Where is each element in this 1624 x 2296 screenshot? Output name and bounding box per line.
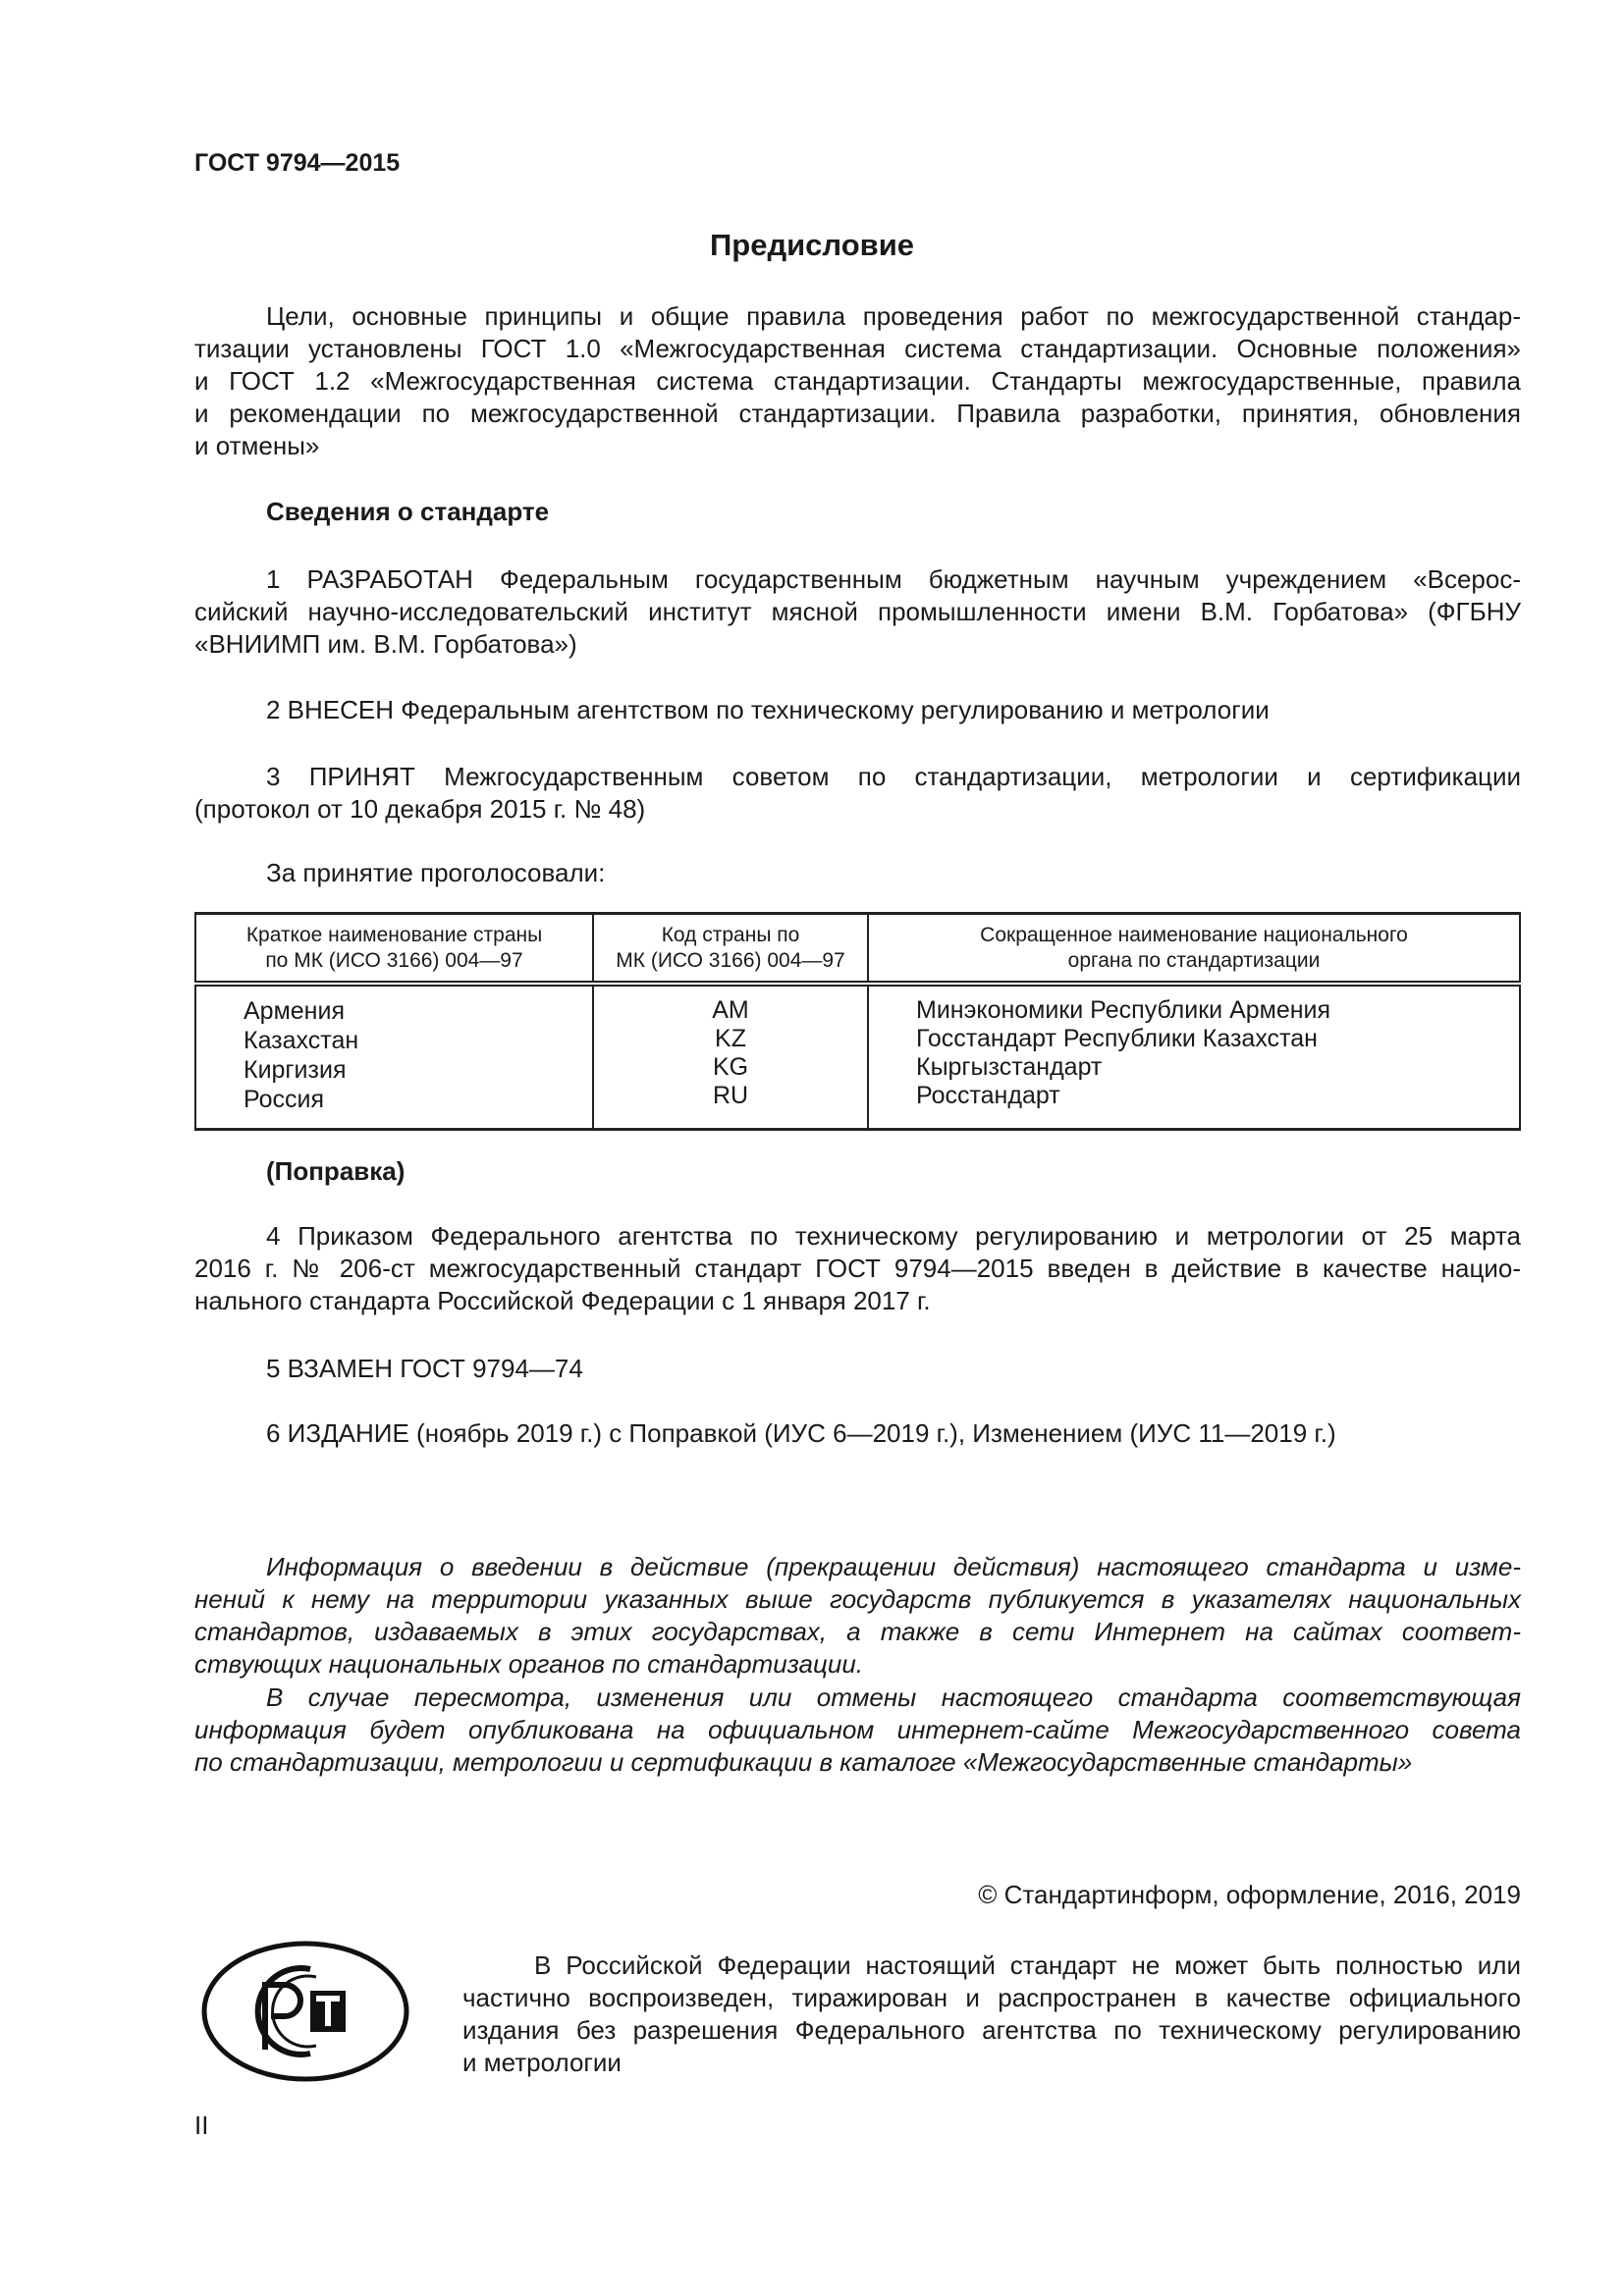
item-6-edition (194, 1417, 1521, 1450)
item-3-adopted (194, 761, 1521, 826)
rst-logo-icon (200, 1940, 410, 2083)
header-line: Код страны по (661, 923, 800, 946)
copyright: © Стандартинформ, оформление, 2016, 2019 (978, 1880, 1521, 1909)
header-line: Сокращенное наименование национального (980, 923, 1408, 946)
country-code: AM (712, 996, 749, 1024)
amendment-label: (Поправка) (266, 1156, 406, 1186)
text-line: 2 ВНЕСЕН Федеральным агентством по техническому регулированию и метрологии (266, 695, 1270, 724)
text-line: тизации установлены ГОСТ 1.0 «Межгосударственная система стандартизации. Основные положения» (194, 334, 1521, 363)
header-country-code (593, 914, 868, 985)
standards-body: Росстандарт (916, 1082, 1060, 1109)
text-line: по стандартизации, метрологии и сертификации в каталоге «Межгосударственные стандарты» (194, 1747, 1413, 1777)
document-id: ГОСТ 9794—2015 (194, 149, 401, 177)
country-code: KZ (715, 1025, 746, 1052)
standards-body: Госстандарт Республики Казахстан (916, 1025, 1318, 1052)
header-line: МК (ИСО 3166) 004—97 (616, 948, 845, 972)
text-line: 5 ВЗАМЕН ГОСТ 9794—74 (266, 1354, 583, 1383)
notice-paragraph-1 (194, 1551, 1521, 1681)
text-line: 1 РАЗРАБОТАН Федеральным государственным бюджетным научным учреждением «Всерос- (266, 564, 1521, 594)
voted-label: За принятие проголосовали: (266, 858, 606, 887)
header-standards-body (868, 914, 1520, 985)
text-line: нений к нему на территории указанных выше государств публикуется в указателях национальных (194, 1584, 1521, 1614)
standards-bodies-cell (868, 984, 1520, 1130)
text-line: и рекомендации по межгосударственной стандартизации. Правила разработки, принятия, обновления (194, 399, 1521, 428)
text-line: Информация о введении в действие (прекращении действия) настоящего стандарта и изме- (266, 1552, 1521, 1581)
item-1-developed (194, 563, 1521, 661)
page-number: II (194, 2110, 209, 2140)
text-line: сийский научно-исследовательский институт мясной промышленности имени В.М. Горбатова» (ФГБНУ (194, 597, 1521, 626)
country-name: Армения (244, 997, 345, 1025)
country-name: Россия (244, 1086, 324, 1113)
text-line: ствующих национальных органов по стандартизации. (194, 1649, 864, 1679)
text-line: В Российской Федерации настоящий стандарт не может быть полностью или (534, 1950, 1521, 1980)
text-line: Цели, основные принципы и общие правила проведения работ по межгосударственной стандар- (266, 301, 1521, 331)
text-line: издания без разрешения Федерального агентства по техническому регулированию (462, 2015, 1521, 2045)
notice-paragraph-2 (194, 1682, 1521, 1779)
standards-body: Минэкономики Республики Армения (916, 996, 1331, 1024)
text-line: «ВНИИМП им. В.М. Горбатова») (194, 629, 577, 659)
text-line: информация будет опубликована на официальном интернет-сайте Межгосударственного совета (194, 1715, 1521, 1744)
info-heading: Сведения о стандарте (266, 497, 550, 526)
header-line: Краткое наименование страны (245, 923, 543, 946)
text-line: нального стандарта Российской Федерации с 1 января 2017 г. (194, 1286, 931, 1315)
page-title: Предисловие (709, 228, 914, 262)
item-2-submitted (194, 694, 1521, 726)
standards-body: Кыргызстандарт (916, 1053, 1103, 1081)
country-name: Киргизия (244, 1056, 347, 1084)
text-line: 6 ИЗДАНИЕ (ноябрь 2019 г.) с Поправкой (ИУС 6—2019 г.), Изменением (ИУС 11—2019 г.) (266, 1418, 1336, 1448)
country-codes-cell (593, 984, 868, 1130)
text-line: 2016 г. № 206-ст межгосударственный стандарт ГОСТ 9794—2015 введен в действие в качестве нацио- (194, 1254, 1521, 1283)
intro-paragraph (194, 300, 1521, 462)
item-4-order (194, 1220, 1521, 1317)
table-header-row (195, 914, 1520, 985)
voting-table (194, 912, 1521, 1131)
country-names-cell (195, 984, 593, 1130)
text-line: В случае пересмотра, изменения или отмены настоящего стандарта соответствующая (266, 1682, 1521, 1712)
text-line: (протокол от 10 декабря 2015 г. № 48) (194, 794, 646, 824)
text-line: частично воспроизведен, тиражирован и распространен в качестве официального (462, 1983, 1521, 2012)
text-line: и отмены» (194, 431, 320, 460)
text-line: и метрологии (462, 2048, 622, 2077)
text-line: стандартов, издаваемых в этих государствах, а также в сети Интернет на сайтах соответ- (194, 1617, 1521, 1646)
header-line: органа по стандартизации (1067, 948, 1321, 972)
text-line: 3 ПРИНЯТ Межгосударственным советом по стандартизации, метрологии и сертификации (266, 762, 1521, 791)
table-row (195, 984, 1520, 1130)
country-code: RU (712, 1082, 749, 1109)
header-line: по МК (ИСО 3166) 004—97 (265, 948, 523, 972)
rights-notice (462, 1949, 1521, 2079)
text-line: и ГОСТ 1.2 «Межгосударственная система стандартизации. Стандарты межгосударственные, правила (194, 366, 1521, 396)
text-line: 4 Приказом Федерального агентства по техническому регулированию и метрологии от 25 марта (266, 1221, 1521, 1251)
header-country-name (195, 914, 593, 985)
country-name: Казахстан (244, 1027, 359, 1054)
country-code: KG (712, 1053, 749, 1081)
item-5-replaces (194, 1353, 1521, 1385)
